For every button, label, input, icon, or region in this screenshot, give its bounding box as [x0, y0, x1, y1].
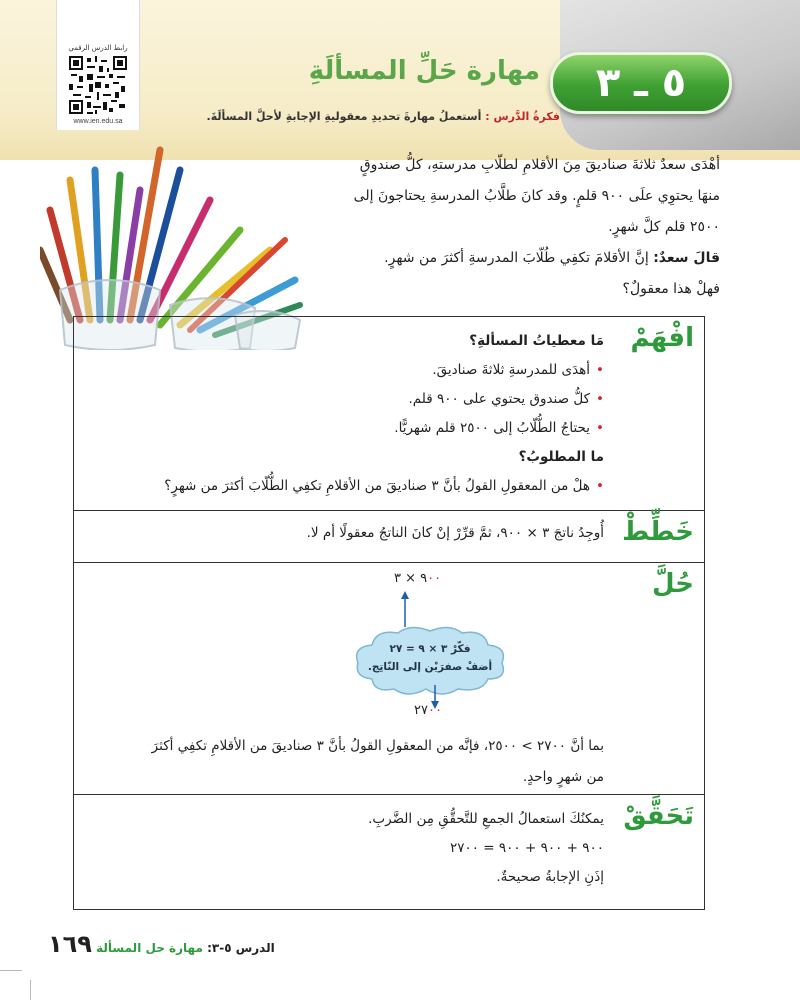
solution-steps-table — [73, 316, 705, 910]
step-body-plan: أُوجِدُ ناتجَ ٣ × ٩٠٠، ثمَّ قرِّرْ إنْ كانَ الناتجُ معقولًا أم لا. — [306, 525, 604, 541]
lesson-idea — [170, 110, 560, 123]
eq-top-digits: ٩ — [420, 571, 428, 586]
qr-caption: رابط الدرس الرقمي — [68, 44, 128, 52]
step-check — [74, 795, 704, 911]
eq-bottom-zeros: ٠٠ — [427, 703, 442, 718]
lesson-number: ٥ ـ ٣ — [595, 60, 687, 106]
step-title-check: تَحَقَّقْ — [623, 801, 694, 831]
lesson-idea-label: فكرةُ الدَّرس : — [485, 110, 560, 123]
required-item: • هلْ من المعقولِ القولُ بأنَّ ٣ صناديقَ من الأقلامِ تكفِي الطُّلّابَ أكثرَ من شهرٍ؟ — [84, 472, 604, 501]
qr-code-icon[interactable] — [69, 56, 127, 114]
page-footer — [40, 930, 360, 958]
problem-line: ٢٥٠٠ قلم كلَّ شهرٍ. — [608, 219, 720, 235]
given-item: • يحتاجُ الطُّلّابُ إلى ٢٥٠٠ قلم شهريًّا. — [84, 414, 604, 443]
given-item: • أهدَى للمدرسةِ ثلاثةَ صناديقَ. — [84, 356, 604, 385]
page-title: مهارة حَلِّ المسألَةِ — [308, 56, 540, 86]
claim-text: إنَّ الأقلامَ تكفِي طُلّابَ المدرسةِ أكثرَ من شهرٍ. — [384, 250, 649, 266]
conclusion-line: من شهرٍ واحدٍ. — [522, 769, 604, 785]
lesson-idea-text: أستعملُ مهارةَ تحديدِ معقوليةِ الإجابةِ لأحلَّ المسألَةَ. — [206, 110, 482, 123]
given-question: مَا معطياتُ المسألةِ؟ — [469, 333, 604, 349]
problem-claim — [300, 243, 720, 274]
check-line: إذَنِ الإجابةُ صحيحةٌ. — [496, 869, 604, 885]
equation-bottom — [414, 703, 442, 718]
problem-question: فهلْ هذا معقولٌ؟ — [622, 281, 720, 297]
step-title-understand: افْهَمْ — [630, 323, 694, 353]
problem-line: أهْدَى سعدٌ ثلاثةَ صناديقَ مِنَ الأقلامِ لطلّابِ مدرستهِ، كلُّ صندوقٍ — [359, 157, 720, 173]
footer-lesson-title: مهارة حل المسألة — [96, 941, 203, 955]
solve-conclusion — [84, 731, 604, 793]
problem-statement — [300, 150, 720, 305]
crop-mark — [30, 980, 31, 1000]
eq-top-zeros: ٠٠ — [427, 571, 442, 586]
page-number: ١٦٩ — [48, 930, 92, 958]
step-understand — [74, 317, 704, 511]
crop-mark — [0, 970, 22, 971]
cloud-line-2: أضفْ صفرَيْن إلى النّاتِج. — [367, 661, 493, 673]
speaker-name: قالَ سعدٌ: — [653, 250, 720, 266]
check-line: ٩٠٠ + ٩٠٠ + ٩٠٠ = ٢٧٠٠ — [449, 840, 604, 856]
eq-top-rest: × ٣ — [394, 571, 417, 586]
step-title-plan: خَطِّطْ — [622, 517, 694, 547]
lesson-number-badge — [550, 52, 732, 114]
check-line: يمكنُكَ استعمالُ الجمعِ للتَّحقُّقِ مِن الضَّربِ. — [368, 811, 604, 827]
qr-url[interactable]: www.ien.edu.sa — [73, 118, 123, 125]
required-question: ما المطلوبُ؟ — [518, 449, 604, 465]
step-plan — [74, 511, 704, 563]
problem-line: منهَا يحتوِي علَى ٩٠٠ قلمٍ. وقد كانَ طلَّابُ المدرسةِ يحتاجونَ إلى — [353, 188, 720, 204]
step-body-check — [84, 805, 604, 892]
step-solve — [74, 563, 704, 795]
equation-top — [394, 571, 441, 586]
arrow-up-icon — [400, 591, 410, 627]
step-title-solve: حُلَّ — [652, 569, 694, 599]
given-item: • كلُّ صندوق يحتوي على ٩٠٠ قلم. — [84, 385, 604, 414]
qr-panel — [56, 0, 140, 130]
conclusion-line: بما أنَّ ٢٧٠٠ > ٢٥٠٠، فإنَّه من المعقولِ القولُ بأنَّ ٣ صناديقَ من الأقلامِ تكفِي أكثرَ — [151, 738, 604, 754]
cloud-line-1: فكّرْ ٣ × ٩ = ٢٧ — [389, 643, 471, 655]
step-body-understand — [84, 327, 604, 501]
footer-lesson-ref: الدرس ٥-٣: — [207, 941, 275, 955]
eq-bottom-digits: ٢٧ — [414, 703, 428, 718]
